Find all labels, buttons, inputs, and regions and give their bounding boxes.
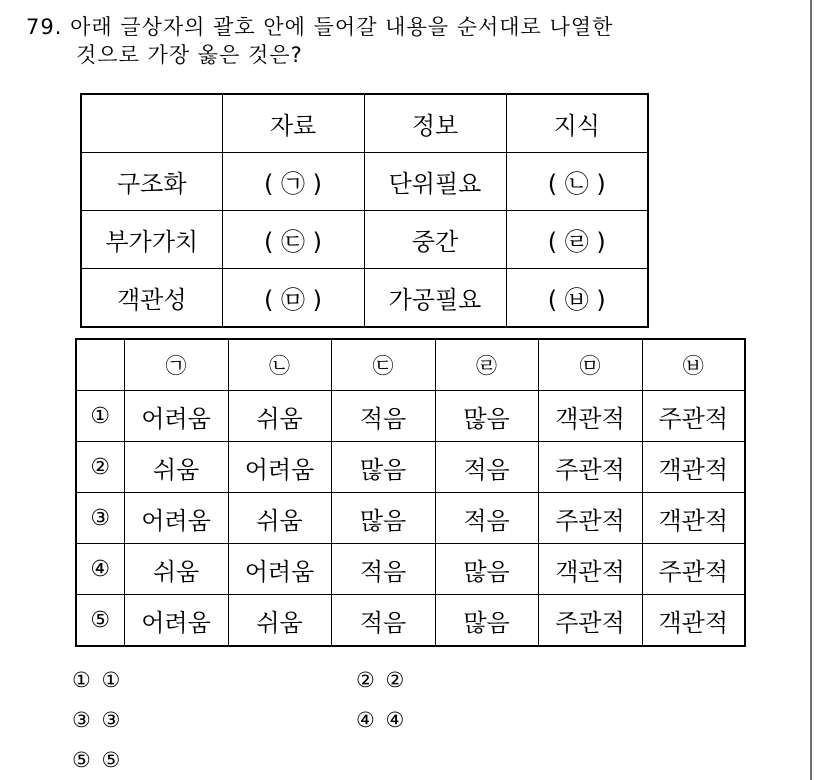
answer-header-cell: ㉥ (642, 339, 745, 391)
answer-cell: 객관적 (642, 595, 745, 647)
answer-row (76, 544, 745, 595)
text-box-cell: 가공필요 (364, 269, 506, 328)
answer-cell: 주관적 (538, 493, 642, 544)
text-box-header-cell: 자료 (222, 94, 364, 153)
text-box-cell: 부가가치 (81, 211, 222, 269)
answer-cell: 많음 (331, 493, 435, 544)
question-text-line-2: 것으로 가장 옳은 것은? (76, 43, 303, 67)
choice-1[interactable]: ① ① (72, 668, 123, 692)
answer-header-cell: ㉡ (228, 339, 331, 391)
answer-row (76, 442, 745, 493)
choice-2[interactable]: ② ② (356, 668, 407, 692)
answer-cell: 많음 (435, 595, 538, 647)
answer-cell: 주관적 (538, 595, 642, 647)
page-right-border (810, 0, 812, 780)
text-box-cell: 중간 (364, 211, 506, 269)
answer-cell: 많음 (435, 391, 538, 442)
answer-cell: 적음 (435, 493, 538, 544)
answer-row-number: ③ (76, 493, 124, 544)
answer-cell: 객관적 (538, 391, 642, 442)
answer-cell: 쉬움 (124, 544, 228, 595)
answer-cell: 주관적 (538, 442, 642, 493)
answer-cell: 쉬움 (124, 442, 228, 493)
answer-cell: 객관적 (642, 493, 745, 544)
choice-4[interactable]: ④ ④ (356, 708, 407, 732)
text-box-row (81, 269, 648, 328)
answer-cell: 객관적 (538, 544, 642, 595)
text-box-cell: 객관성 (81, 269, 222, 328)
question-text-line-1: 79. 아래 글상자의 괄호 안에 들어갈 내용을 순서대로 나열한 (26, 15, 614, 39)
answer-cell: 어려움 (124, 493, 228, 544)
answer-cell: 어려움 (228, 442, 331, 493)
text-box-cell: ( ㉣ ) (506, 211, 648, 269)
answer-cell: 주관적 (642, 544, 745, 595)
text-box-header-cell: 정보 (364, 94, 506, 153)
answer-cell: 많음 (331, 442, 435, 493)
choice-3[interactable]: ③ ③ (72, 708, 123, 732)
text-box-header-row (81, 94, 648, 153)
text-box-table (80, 93, 649, 328)
answer-cell: 적음 (435, 442, 538, 493)
answer-cell: 어려움 (228, 544, 331, 595)
text-box-cell: 구조화 (81, 153, 222, 211)
text-box-header-cell: 지식 (506, 94, 648, 153)
answer-row (76, 391, 745, 442)
text-box-header-cell (81, 94, 222, 153)
answer-header-cell: ㉠ (124, 339, 228, 391)
answer-cell: 많음 (435, 544, 538, 595)
answer-cell: 주관적 (642, 391, 745, 442)
answer-cell: 객관적 (642, 442, 745, 493)
answer-row-number: ② (76, 442, 124, 493)
text-box-row (81, 153, 648, 211)
answer-cell: 어려움 (124, 391, 228, 442)
text-box-cell: ( ㉤ ) (222, 269, 364, 328)
answer-cell: 쉬움 (228, 493, 331, 544)
answer-row-number: ① (76, 391, 124, 442)
answer-options-table (75, 338, 746, 647)
text-box-cell: ( ㉢ ) (222, 211, 364, 269)
answer-row-number: ⑤ (76, 595, 124, 647)
answer-cell: 적음 (331, 544, 435, 595)
text-box-cell: ( ㉡ ) (506, 153, 648, 211)
choice-5[interactable]: ⑤ ⑤ (72, 748, 123, 772)
answer-cell: 쉬움 (228, 391, 331, 442)
answer-header-cell: ㉤ (538, 339, 642, 391)
answer-header-cell: ㉣ (435, 339, 538, 391)
answer-cell: 적음 (331, 391, 435, 442)
answer-header-row (76, 339, 745, 391)
text-box-row (81, 211, 648, 269)
answer-header-cell (76, 339, 124, 391)
answer-cell: 어려움 (124, 595, 228, 647)
answer-row (76, 493, 745, 544)
answer-header-cell: ㉢ (331, 339, 435, 391)
answer-row-number: ④ (76, 544, 124, 595)
text-box-cell: ( ㉥ ) (506, 269, 648, 328)
text-box-cell: 단위필요 (364, 153, 506, 211)
answer-row (76, 595, 745, 647)
text-box-cell: ( ㉠ ) (222, 153, 364, 211)
answer-cell: 쉬움 (228, 595, 331, 647)
answer-cell: 적음 (331, 595, 435, 647)
